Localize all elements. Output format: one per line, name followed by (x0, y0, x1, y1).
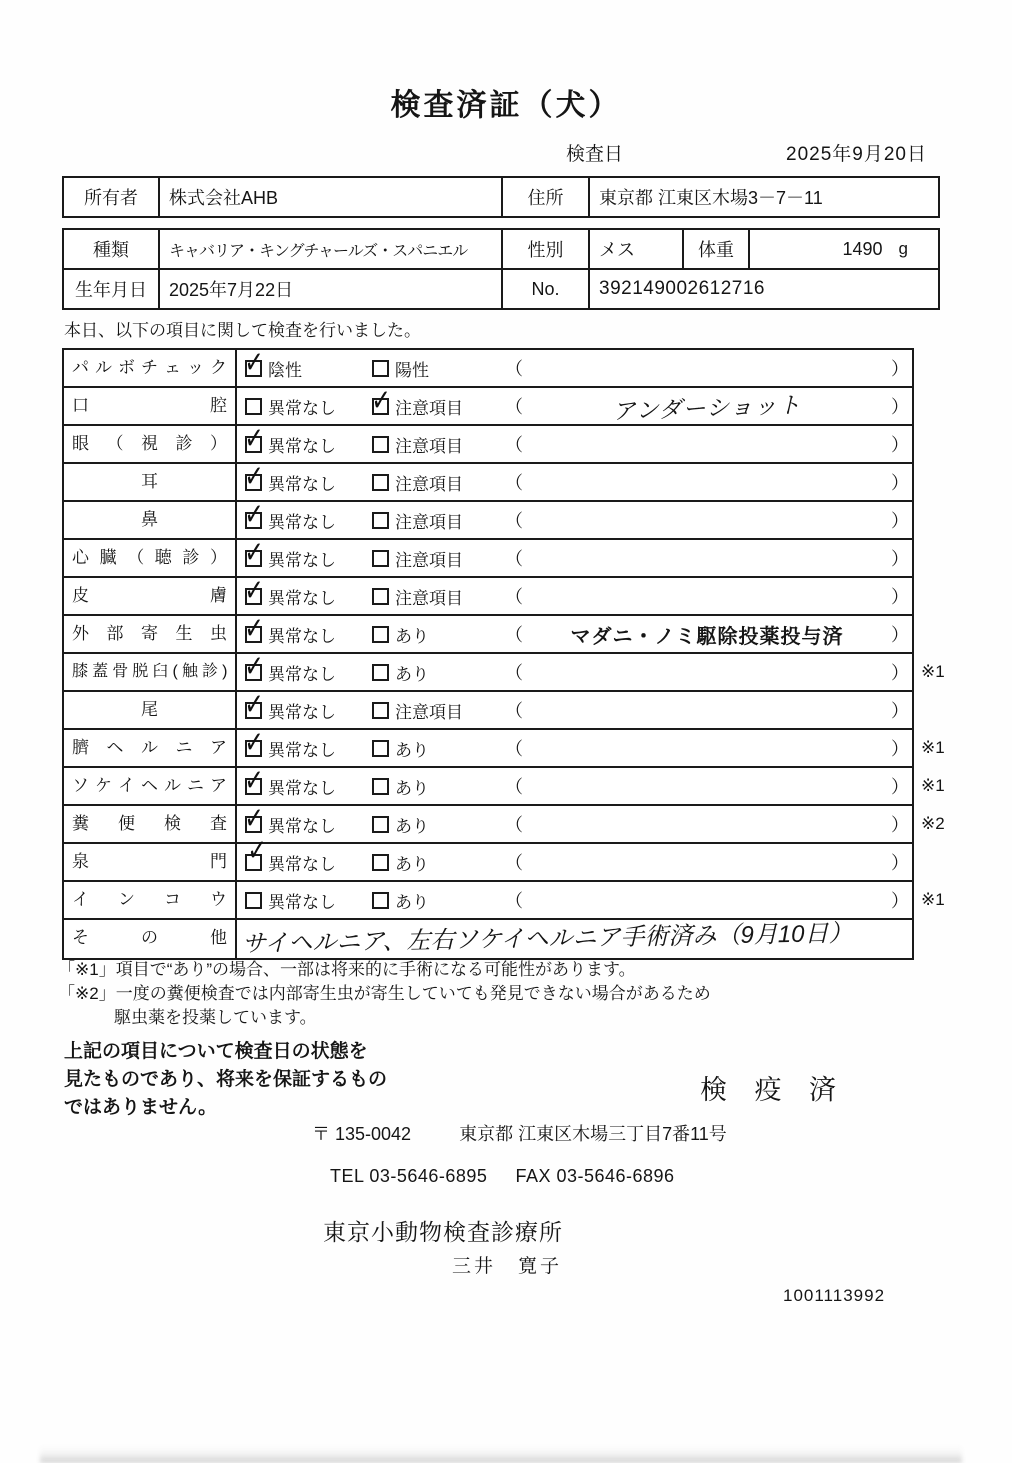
finding-paren-zone (505, 806, 909, 842)
disclaimer-line3: ではありません。 (64, 1097, 218, 1118)
option-o2 (372, 464, 463, 500)
paren-open: （ (505, 853, 523, 873)
checked-checkbox-icon (245, 436, 262, 453)
empty-checkbox-icon (245, 892, 262, 909)
finding-paren-zone (505, 882, 909, 918)
clinic-tel: TEL 03-5646-6895 (330, 1166, 488, 1186)
checklist-row (64, 654, 945, 692)
option-label: あり (395, 664, 429, 684)
option-label: 注意項目 (395, 588, 463, 608)
reference-mark: ※1 (921, 890, 945, 909)
option-o1 (245, 540, 336, 576)
checklist-row (64, 540, 912, 578)
intro-text: 本日、以下の項目に関して検査を行いました。 (64, 321, 421, 340)
paren-close: ） (891, 739, 909, 759)
option-label: 注意項目 (395, 550, 463, 570)
row-content (237, 730, 912, 766)
sex-value: メス (590, 230, 684, 268)
paren-open: （ (505, 663, 523, 683)
dog-info-table (62, 228, 940, 310)
finding-text: アンダーショット (612, 391, 803, 424)
clinic-contact-line (330, 1166, 675, 1187)
option-label: 注意項目 (395, 398, 463, 418)
paren-close: ） (891, 777, 909, 797)
paren-close: ） (891, 397, 909, 417)
option-o2 (372, 882, 429, 918)
checked-checkbox-icon (245, 550, 262, 567)
option-label: 異常なし (268, 778, 336, 798)
row-label: 膝蓋骨脱臼(触診) (64, 654, 237, 690)
paren-open: （ (505, 473, 523, 493)
option-o1 (245, 464, 336, 500)
clinic-address: 東京都 江東区木場三丁目7番11号 (459, 1124, 727, 1144)
finding-paren-zone (505, 654, 909, 690)
checklist-row (64, 426, 912, 464)
option-label: 注意項目 (395, 512, 463, 532)
finding-paren-zone (505, 350, 909, 386)
paren-close: ） (891, 511, 909, 531)
paren-close: ） (891, 891, 909, 911)
option-label: あり (395, 626, 429, 646)
paren-open: （ (505, 891, 523, 911)
row-content (237, 654, 912, 690)
microchip-no-value: 392149002612716 (599, 278, 766, 299)
finding-paren-zone (505, 502, 909, 538)
row-label: 口 腔 (64, 388, 237, 424)
checklist-row (64, 350, 912, 388)
option-label: 異常なし (268, 474, 336, 494)
checked-checkbox-icon (245, 588, 262, 605)
scan-artifact (40, 1445, 962, 1463)
option-o2 (372, 768, 429, 804)
finding-paren-zone (505, 730, 909, 766)
option-o2 (372, 730, 429, 766)
option-o1 (245, 426, 336, 462)
clinic-address-line (312, 1120, 727, 1146)
footnotes (58, 958, 711, 1030)
option-o2 (372, 350, 429, 386)
inspection-date-label: 検査日 (566, 144, 624, 165)
owner-table (62, 176, 940, 218)
checklist-row (64, 692, 912, 730)
checked-checkbox-icon (245, 360, 262, 377)
option-label: 異常なし (268, 398, 336, 418)
address-value: 東京都 江東区木場3－7－11 (599, 188, 823, 208)
finding-paren-zone (505, 540, 909, 576)
empty-checkbox-icon (372, 854, 389, 871)
option-o2 (372, 426, 463, 462)
row-content (237, 502, 912, 538)
empty-checkbox-icon (372, 588, 389, 605)
option-o1 (245, 692, 336, 728)
footnote-2-line1: 「※2」一度の糞便検査では内部寄生虫が寄生していても発見できない場合があるため (58, 984, 711, 1003)
option-o1 (245, 768, 336, 804)
option-o1 (245, 502, 336, 538)
page-title: 検査済証（犬） (390, 89, 622, 122)
paren-open: （ (505, 739, 523, 759)
option-label: 異常なし (268, 550, 336, 570)
checked-checkbox-icon (245, 664, 262, 681)
birth-value: 2025年7月22日 (160, 270, 503, 308)
option-label: あり (395, 740, 429, 760)
weight-cell (750, 230, 938, 268)
sex-label: 性別 (503, 230, 590, 268)
paren-close: ） (891, 701, 909, 721)
birth-label: 生年月日 (64, 270, 160, 308)
paren-open: （ (505, 397, 523, 417)
checklist-row (64, 882, 945, 920)
option-label: 陽性 (395, 360, 429, 380)
checklist-row (64, 464, 912, 502)
row-content (237, 540, 912, 576)
breed-value: キャバリア・キングチャールズ・スパニエル (160, 230, 503, 268)
paren-close: ） (891, 853, 909, 873)
breed-label: 種類 (64, 230, 160, 268)
option-o2 (372, 806, 429, 842)
reference-mark: ※1 (921, 738, 945, 757)
checklist-row (64, 502, 912, 540)
finding-text: マダニ・ノミ駆除投薬投与済 (570, 625, 844, 648)
footnote-1: 「※1」項目で“あり”の場合、一部は将来的に手術になる可能性があります。 (58, 960, 636, 979)
row-content (237, 616, 912, 652)
empty-checkbox-icon (372, 892, 389, 909)
paren-close: ） (891, 663, 909, 683)
option-o1 (245, 882, 336, 918)
option-o1 (245, 654, 336, 690)
inspection-date-value: 2025年9月20日 (786, 144, 927, 165)
option-label: 異常なし (268, 816, 336, 836)
option-o1 (245, 844, 336, 880)
row-content (237, 692, 912, 728)
serial-number: 1001113992 (783, 1286, 886, 1305)
empty-checkbox-icon (372, 436, 389, 453)
option-label: 注意項目 (395, 436, 463, 456)
disclaimer-text (64, 1038, 387, 1122)
checked-checkbox-icon (245, 702, 262, 719)
row-content (237, 464, 912, 500)
row-content (237, 882, 912, 918)
row-label: 眼 （ 視 診 ） (64, 426, 237, 462)
option-label: 異常なし (268, 626, 336, 646)
checklist-row (64, 578, 912, 616)
disclaimer-line2: 見たものであり、将来を保証するもの (64, 1069, 388, 1090)
option-o1 (245, 578, 336, 614)
row-label: 尾 (64, 692, 237, 728)
checked-checkbox-icon (245, 778, 262, 795)
weight-unit: g (898, 239, 908, 258)
finding-paren-zone (505, 844, 909, 880)
option-o2 (372, 654, 429, 690)
empty-checkbox-icon (372, 360, 389, 377)
finding-paren-zone (505, 692, 909, 728)
paren-open: （ (505, 777, 523, 797)
owner-label: 所有者 (64, 178, 160, 216)
checked-checkbox-icon (245, 816, 262, 833)
other-findings-handwriting: サイヘルニア、左右ソケイヘルニア手術済み（9月10日） (241, 919, 853, 958)
paren-open: （ (505, 359, 523, 379)
paren-open: （ (505, 435, 523, 455)
checklist-row (64, 616, 912, 654)
option-o1 (245, 388, 336, 424)
postal-code: 〒 135-0042 (312, 1124, 412, 1144)
option-label: 異常なし (268, 512, 336, 532)
row-content (237, 768, 912, 804)
paren-close: ） (891, 549, 909, 569)
checklist-row (64, 768, 945, 806)
row-label: そ の 他 (64, 920, 237, 958)
option-label: 注意項目 (395, 702, 463, 722)
row-label: 臍 ヘ ル ニ ア (64, 730, 237, 766)
empty-checkbox-icon (372, 474, 389, 491)
option-o2 (372, 616, 429, 652)
paren-close: ） (891, 435, 909, 455)
option-label: 異常なし (268, 740, 336, 760)
checklist-row (64, 844, 912, 882)
finding-paren-zone (505, 578, 909, 614)
empty-checkbox-icon (372, 512, 389, 529)
option-o2 (372, 578, 463, 614)
quarantine-stamp: 検 疫 済 (700, 1075, 847, 1105)
option-o2 (372, 502, 463, 538)
option-label: 異常なし (268, 664, 336, 684)
row-label: 泉 門 (64, 844, 237, 880)
weight-value: 1490 (842, 238, 883, 259)
paren-open: （ (505, 511, 523, 531)
finding-paren-zone (505, 616, 909, 652)
row-label: ソ ケ イ ヘ ル ニ ア (64, 768, 237, 804)
empty-checkbox-icon (372, 778, 389, 795)
checklist-row (64, 730, 945, 768)
paren-open: （ (505, 549, 523, 569)
row-label: 心 臓 （ 聴 診 ） (64, 540, 237, 576)
option-label: 異常なし (268, 436, 336, 456)
row-label: パ ル ボ チ ェ ッ ク (64, 350, 237, 386)
row-label: 糞 便 検 査 (64, 806, 237, 842)
checklist-row (64, 388, 912, 426)
paren-open: （ (505, 815, 523, 835)
row-content (237, 388, 912, 424)
weight-label: 体重 (684, 230, 750, 268)
clinic-name: 東京小動物検査診療所 (323, 1219, 563, 1245)
finding-paren-zone (505, 388, 909, 424)
option-o1 (245, 616, 336, 652)
veterinarian-name: 三井 寛子 (452, 1256, 563, 1277)
option-label: 異常なし (268, 892, 336, 912)
row-label: イ ン コ ウ (64, 882, 237, 918)
address-label: 住所 (503, 178, 590, 216)
empty-checkbox-icon (372, 550, 389, 567)
owner-value: 株式会社AHB (160, 178, 503, 216)
checklist-row (64, 806, 945, 844)
empty-checkbox-icon (372, 740, 389, 757)
reference-mark: ※1 (921, 776, 945, 795)
row-content (237, 350, 912, 386)
empty-checkbox-icon (372, 626, 389, 643)
finding-paren-zone (505, 768, 909, 804)
row-content (237, 920, 912, 958)
reference-mark: ※1 (921, 662, 945, 681)
empty-checkbox-icon (372, 664, 389, 681)
disclaimer-line1: 上記の項目について検査日の状態を (64, 1041, 368, 1062)
paren-close: ） (891, 587, 909, 607)
paren-open: （ (505, 625, 523, 645)
checked-checkbox-icon (245, 474, 262, 491)
option-label: 陰性 (268, 360, 302, 380)
option-o2 (372, 540, 463, 576)
checklist-row (64, 920, 912, 958)
empty-checkbox-icon (372, 816, 389, 833)
checked-checkbox-icon (245, 512, 262, 529)
finding-paren-zone (505, 464, 909, 500)
option-o2 (372, 692, 463, 728)
checked-checkbox-icon (245, 740, 262, 757)
option-label: 異常なし (268, 702, 336, 722)
clinic-fax: FAX 03-5646-6896 (515, 1166, 675, 1186)
paren-open: （ (505, 701, 523, 721)
checked-checkbox-icon (245, 626, 262, 643)
row-label: 皮 膚 (64, 578, 237, 614)
paren-open: （ (505, 587, 523, 607)
option-label: あり (395, 778, 429, 798)
checklist-table (62, 348, 945, 960)
row-label: 鼻 (64, 502, 237, 538)
option-label: 異常なし (268, 854, 336, 874)
option-o2 (372, 844, 429, 880)
option-label: あり (395, 816, 429, 836)
option-label: あり (395, 892, 429, 912)
paren-close: ） (891, 625, 909, 645)
row-label: 外 部 寄 生 虫 (64, 616, 237, 652)
footnote-2-line2: 駆虫薬を投薬しています。 (114, 1008, 317, 1027)
paren-close: ） (891, 359, 909, 379)
option-o2 (372, 388, 463, 424)
checked-checkbox-icon (245, 854, 262, 871)
option-label: 注意項目 (395, 474, 463, 494)
checked-checkbox-icon (372, 398, 389, 415)
row-content (237, 426, 912, 462)
paren-close: ） (891, 473, 909, 493)
microchip-no-label: No. (503, 270, 590, 308)
row-content (237, 806, 912, 842)
row-content (237, 844, 912, 880)
paren-close: ） (891, 815, 909, 835)
option-o1 (245, 730, 336, 766)
empty-checkbox-icon (245, 398, 262, 415)
empty-checkbox-icon (372, 702, 389, 719)
finding-paren-zone (505, 426, 909, 462)
option-label: 異常なし (268, 588, 336, 608)
option-o1 (245, 350, 302, 386)
row-label: 耳 (64, 464, 237, 500)
reference-mark: ※2 (921, 814, 945, 833)
row-content (237, 578, 912, 614)
option-label: あり (395, 854, 429, 874)
